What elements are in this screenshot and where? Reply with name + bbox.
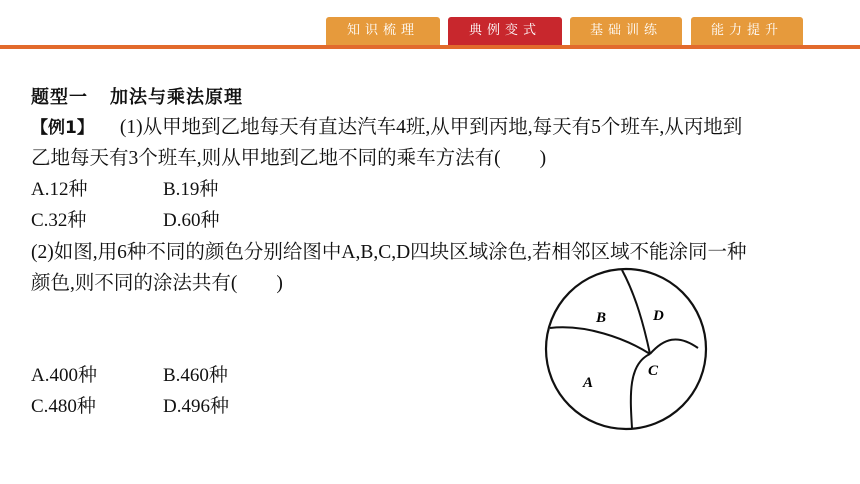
figure-curve-cd [650, 339, 698, 354]
tab-typical-examples[interactable]: 典例变式 [448, 17, 562, 45]
example-label: 【例1】 [31, 118, 94, 138]
region-label-d: D [653, 308, 664, 324]
figure-curve-ab [550, 327, 650, 354]
heading-part2: 加法与乘法原理 [110, 87, 243, 108]
q2-option-c: C.480种 [31, 396, 96, 417]
q1-line2: 乙地每天有3个班车,则从甲地到乙地不同的乘车方法有( ) [31, 148, 547, 169]
tab-ability-improvement[interactable]: 能力提升 [691, 17, 803, 45]
q1-option-b: B.19种 [163, 179, 219, 200]
region-coloring-figure [540, 266, 712, 432]
region-label-c: C [648, 363, 659, 379]
figure-circle [546, 269, 706, 429]
q1-option-c: C.32种 [31, 210, 87, 231]
section-nav [0, 17, 860, 47]
q2-line2: 颜色,则不同的涂法共有( ) [31, 273, 283, 294]
section-heading [31, 85, 243, 111]
q2-option-d: D.496种 [163, 396, 229, 417]
tab-knowledge-review[interactable]: 知识梳理 [326, 17, 440, 45]
region-label-b: B [596, 310, 607, 326]
q1-option-d: D.60种 [163, 210, 220, 231]
q2-option-b: B.460种 [163, 365, 228, 386]
region-label-a: A [583, 375, 594, 391]
q2-line1: (2)如图,用6种不同的颜色分别给图中A,B,C,D四块区域涂色,若相邻区域不能涂同一种 [31, 242, 747, 263]
q1-option-a: A.12种 [31, 179, 88, 200]
q2-option-a: A.400种 [31, 365, 97, 386]
q1-line1 [31, 115, 742, 141]
q1-text-1: (1)从甲地到乙地每天有直达汽车4班,从甲到丙地,每天有5个班车,从丙地到 [119, 117, 743, 138]
heading-part1: 题型一 [31, 87, 88, 108]
tab-basic-training[interactable]: 基础训练 [570, 17, 682, 45]
